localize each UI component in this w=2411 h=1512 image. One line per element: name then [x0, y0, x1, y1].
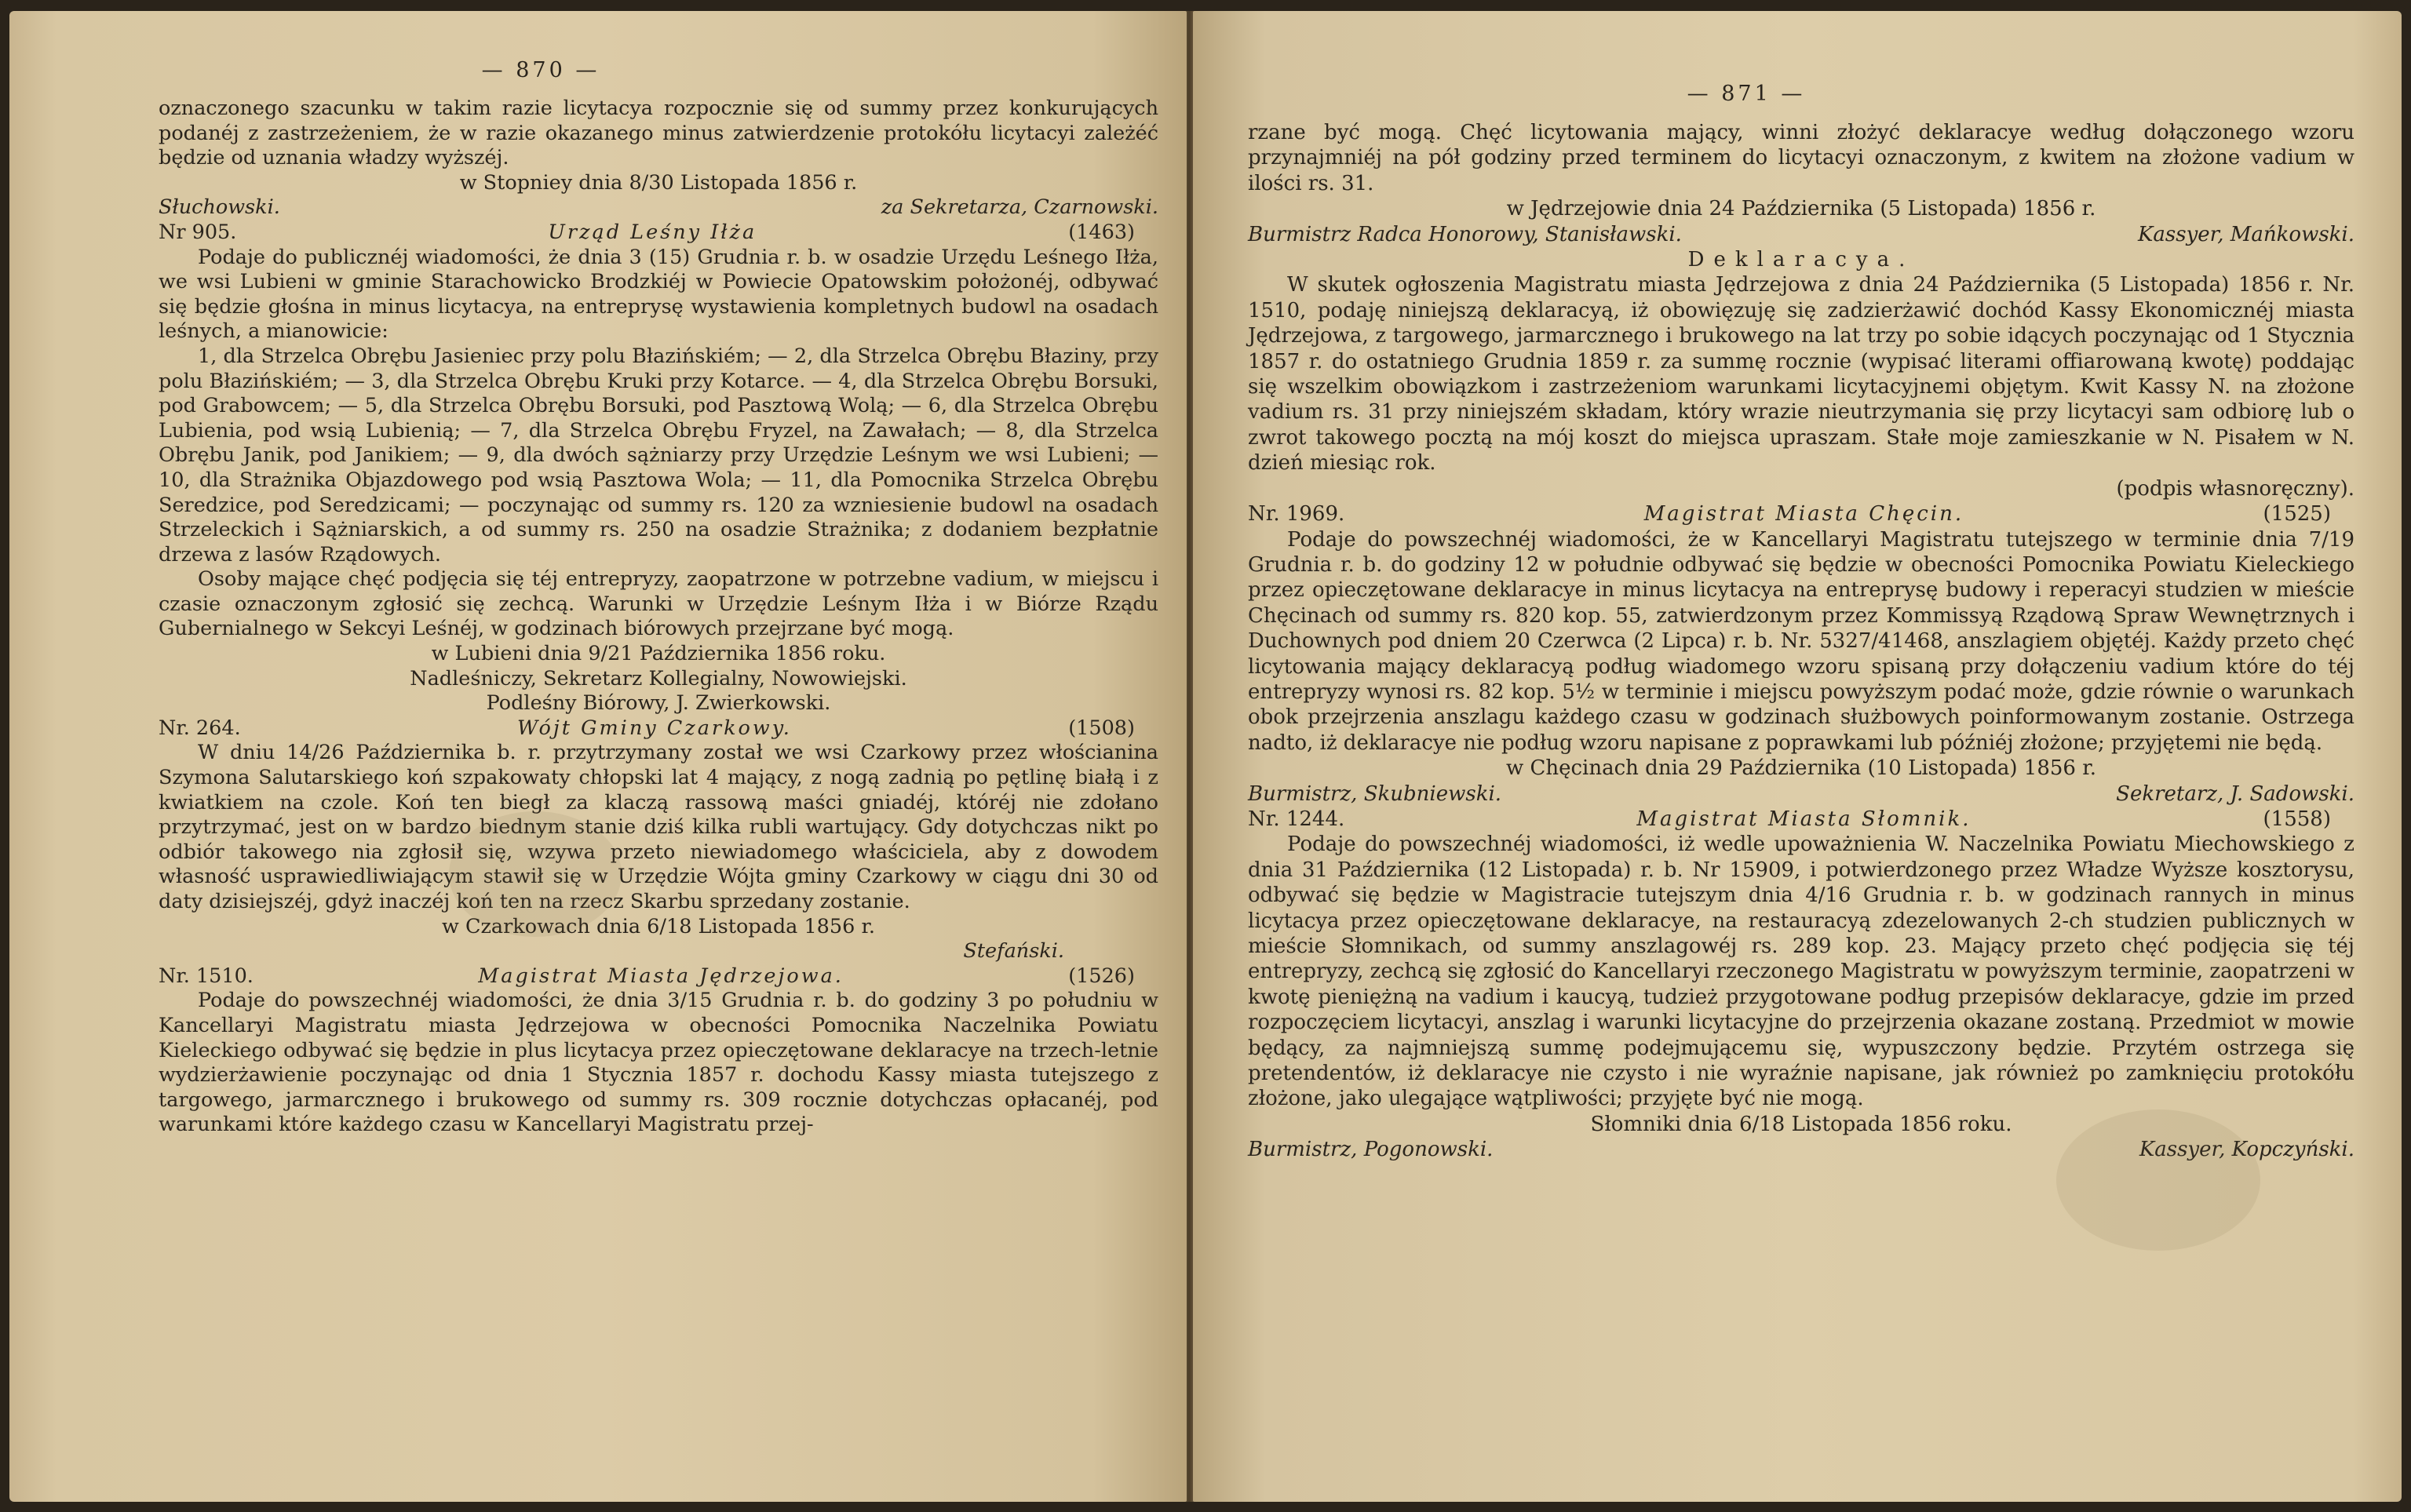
signature-line-jedrzejow: [1248, 222, 2354, 247]
notice-number: Nr. 1244.: [1248, 807, 1345, 831]
notice-number: Nr. 264.: [159, 716, 241, 740]
notice-264-paragraph: W dniu 14/26 Października b. r. przytrzymany został we wsi Czarkowy przez włościanina Szymona Salutarskiego koń szpakowaty chłopski lat 4 mający, z nogą zadnią po pętlinę białą i z kwiatkiem na czole. Koń ten biegł za klaczą rassową maści gniadéj, któréj nie zdołano przytrzymać, jest on w bardzo biednym stanie dziś kilka rubli wartujący. Gdy dotychczas nikt po odbiór takowego nia zgłosił się, wzywa przeto niewiadomego właściciela, aby z dowodem własność usprawiedliwiającym stawił się w Urzędzie Wójta gminy Czarkowy w ciągu dni 30 od daty dzisiejszéj, gdyż inaczéj koń ten na rzecz Skarbu sprzedany zostanie.: [159, 741, 1158, 913]
dateline-jedrzejow: w Jędrzejowie dnia 24 Października (5 Listopada) 1856 r.: [1506, 197, 2096, 221]
notice-1244-dateline: Słomniki dnia 6/18 Listopada 1856 roku.: [1590, 1112, 2012, 1136]
notice-264-dateline: w Czarkowach dnia 6/18 Listopada 1856 r.: [442, 914, 875, 938]
signature-line-stopnica: [159, 195, 1158, 220]
page-number-right: — 871 —: [1687, 82, 1806, 106]
notice-1969-signatures: [1248, 782, 2354, 807]
page-number-left: — 870 —: [481, 58, 600, 82]
notice-1510-paragraph: Podaje do powszechnéj wiadomości, że dnia 3/15 Grudnia r. b. do godziny 3 po południu w Kancellaryi Magistratu miasta Jędrzejowa w obecności Pomocnika Naczelnika Powiatu Kieleckiego odbywać się będzie in plus licytacya przez opieczętowane deklaracye na trzech-letnie wydzierżawienie poczynając od dnia 1 Stycznia 1857 r. dochodu Kassy miasta tutejszego z targowego, jarmarcznego i brukowego od summy rs. 309 rocznie dotychczas opłacanéj, pod warunkami które każdego czasu w Kancellaryi Magistratu przej-: [159, 989, 1158, 1137]
signature-right: Sekretarz, J. Sadowski.: [2116, 782, 2354, 806]
notice-header-1244: [1248, 807, 2354, 832]
notice-905-signature-1: Nadleśniczy, Sekretarz Kollegialny, Nowowiejski.: [410, 666, 907, 690]
right-page: [1193, 11, 2402, 1502]
signature-left: Burmistrz, Skubniewski.: [1248, 782, 1502, 806]
notice-264-signature: Stefański.: [963, 939, 1064, 964]
notice-code: (1508): [1068, 716, 1135, 740]
notice-905-paragraph-3: Osoby mające chęć podjęcia się téj entrepryzy, zaopatrzone w potrzebne vadium, w miejscu i czasie oznaczonym zgłosić się zechcą. Warunki w Urzędzie Leśnym Iłża i w Biórze Rządu Gubernialnego w Sekcyi Leśnéj, w godzinach biórowych przejrzane być mogą.: [159, 567, 1158, 641]
signature-right: Kassyer, Mańkowski.: [2138, 222, 2354, 246]
notice-code: (1526): [1068, 964, 1135, 988]
declaration-title: Deklaracya.: [1687, 248, 1915, 272]
signature-left: Burmistrz, Pogonowski.: [1248, 1138, 1494, 1162]
notice-905-paragraph-1: Podaje do publicznéj wiadomości, że dnia 3 (15) Grudnia r. b. w osadzie Urzędu Leśnego Iłża, we wsi Lubieni w gminie Starachowicko Brodzkiéj w Powiecie Opatowskim położonéj, odbywać się będzie głośna in minus licytacya, na entreprysę wystawienia kompletnych budowl na osadach leśnych, a mianowicie:: [159, 245, 1158, 344]
notice-code: (1558): [2263, 807, 2331, 831]
notice-office: Magistrat Miasta Chęcin.: [1643, 502, 1964, 526]
dateline-stopnica: w Stopniey dnia 8/30 Listopada 1856 r.: [459, 170, 858, 195]
notice-905-paragraph-2: 1, dla Strzelca Obrębu Jasieniec przy polu Błazińskiém; — 2, dla Strzelca Obrębu Błaziny, przy polu Błazińskiém; — 3, dla Strzelca Obrębu Kruki przy Kotarce. — 4, dla Strzelca Obrębu Borsuki, pod Grabowcem; — 5, dla Strzelca Obrębu Borsuki, pod Pasztową Wolą; — 6, dla Strzelca Obrębu Lubienia, pod wsią Lubienią; — 7, dla Strzelca Obrębu Fryzel, na Zawałach; — 8, dla Strzelca Obrębu Janik, pod Janikiem; — 9, dla dwóch sążniarzy przy Urzędzie Leśnym we wsi Lubieni; — 10, dla Strażnika Objazdowego pod wsią Pasztowa Wola; — 11, dla Pomocnika Strzelca Obrębu Seredzice, pod Seredzicami; — poczynając od summy rs. 120 za wzniesienie budowl na osadach Strzeleckich i Sążniarskich, a od summy rs. 250 na osadzie Strażnika; z dodaniem bezpłatnie drzewa z lasów Rządowych.: [159, 344, 1158, 567]
notice-905-dateline: w Lubieni dnia 9/21 Października 1856 roku.: [431, 642, 886, 666]
declaration-signature: (podpis własnoręczny).: [2116, 476, 2354, 501]
notice-1969-paragraph: Podaje do powszechnéj wiadomości, że w Kancellaryi Magistratu tutejszego w terminie dnia 7/19 Grudnia r. b. do godziny 12 w południe odbywać się będzie w obecności Pomocnika Powiatu Kieleckiego przez opieczętowane deklaracye in minus licytacya na entreprysę budowy i reperacyi studzien w mieście Chęcinach od summy rs. 820 kop. 55, zatwierdzonym przez Kommissyą Rządową Spraw Wewnętrznych i Duchownych pod dniem 20 Czerwca (2 Lipca) r. b. Nr. 5327/41468, anszlagiem objętéj. Każdy przeto chęć licytowania mający deklaracyą podług wiadomego wzoru spisaną przy dołączeniu vadium które do téj entrepryzy wynosi rs. 82 kop. 5½ w terminie i miejscu powyższym podać może, gdzie równie o warunkach obok przejrzenia anszlagu każdego czasu w godzinach służbowych poinformowanym zostanie. Ostrzega nadto, iż deklaracye nie podług wzoru napisane z poprawkami lub późniéj złożone; przyjętemi nie będą.: [1248, 527, 2354, 755]
notice-office: Magistrat Miasta Jędrzejowa.: [478, 964, 844, 988]
notice-header-1510: [159, 964, 1158, 989]
declaration-text: W skutek ogłoszenia Magistratu miasta Jędrzejowa z dnia 24 Października (5 Listopada) 1856 r. Nr. 1510, podaję niniejszą deklaracyą, iż obowięzuję się zadzierżawić dochód Kassy Ekonomicznéj miasta Jędrzejowa, z targowego, jarmarcznego i brukowego na lat trzy po sobie idących poczynając od 1 Stycznia 1857 r. do ostatniego Grudnia 1859 r. za summę rocznie (wypisać literami offiarowaną kwotę) poddając się wszelkim obowiązkom i zastrzeżeniom warunkami licytacyjnemi objętym. Kwit Kassy N. na złożone vadium rs. 31 przy niniejszém składam, który wrazie nieutrzymania się przy licytacyi sam odbiorę lub o zwrot takowego pocztą na mój koszt do miejsca upraszam. Stałe moje zamieszkanie w N. Pisałem w N. dzień miesiąc rok.: [1248, 273, 2354, 475]
notice-905-signature-2: Podleśny Biórowy, J. Zwierkowski.: [486, 691, 831, 716]
notice-office: Urząd Leśny Iłża: [548, 220, 757, 244]
signature-left: Burmistrz Radca Honorowy, Stanisławski.: [1248, 222, 1682, 246]
notice-header-1969: [1248, 501, 2354, 526]
notice-office: Wójt Gminy Czarkowy.: [517, 716, 792, 740]
notice-code: (1525): [2263, 502, 2331, 526]
continuation-text-right: rzane być mogą. Chęć licytowania mający, winni złożyć deklaracye według dołączonego wzoru przynajmniéj na pół godziny przed terminem do licytacyi oznaczonym, z kwitem na złożone vadium w ilości rs. 31.: [1248, 121, 2354, 195]
notice-number: Nr. 1969.: [1248, 502, 1345, 526]
continuation-text-left: oznaczonego szacunku w takim razie licytacya rozpocznie się od summy przez konkurujących podanéj z zastrzeżeniem, że w razie okazanego minus zatwierdzenie protokółu licytacyi zależéć będzie od uznania władzy wyższéj.: [159, 97, 1158, 170]
notice-header-264: [159, 716, 1158, 741]
notice-code: (1463): [1068, 220, 1135, 244]
notice-1244-paragraph: Podaje do powszechnéj wiadomości, iż wedle upoważnienia W. Naczelnika Powiatu Miechowskiego z dnia 31 Października (12 Listopada) r. b. Nr 15909, i potwierdzonego przez Władze Wyższe kosztorysu, odbywać się będzie w Magistracie tutejszym dnia 4/16 Grudnia r. b. w godzinach rannych in minus licytacya przez opieczętowane deklaracye, na restauracyą zdezelowanych 2-ch studzien publicznych w mieście Słomnikach, od summy anszlagowéj rs. 289 kop. 23. Mający przeto chęć podjęcia się téj entrepryzy, zechcą się zgłosić do Kancellaryi rzeczonego Magistratu w powyższym terminie, zaopatrzeni w kwotę pieniężną na vadium i kaucyą, tudzież przygotowane podług przepisów deklaracye, gdzie im przed rozpoczęciem licytacyi, anszlag i warunki licytacyjne do przejrzenia okazane zostaną. Przedmiot w mowie będący, za najmniejszą summę podejmującemu się, wypuszczony będzie. Przytém ostrzega się pretendentów, iż deklaracye nie czysto i nie wyraźnie napisane, jak również po zamknięciu protokółu złożone, jako ulegające wątpliwości; przyjęte być nie mogą.: [1248, 833, 2354, 1111]
notice-header-905: [159, 220, 1158, 246]
notice-number: Nr 905.: [159, 220, 237, 244]
left-page: [9, 11, 1187, 1502]
signature-right: za Sekretarza, Czarnowski.: [881, 195, 1158, 220]
notice-1969-dateline: w Chęcinach dnia 29 Października (10 Listopada) 1856 r.: [1505, 756, 2097, 781]
notice-number: Nr. 1510.: [159, 964, 254, 988]
notice-1244-signatures: [1248, 1137, 2354, 1162]
notice-office: Magistrat Miasta Słomnik.: [1636, 807, 1971, 831]
signature-right: Kassyer, Kopczyński.: [2139, 1138, 2354, 1162]
signature-left: Słuchowski.: [159, 195, 280, 220]
